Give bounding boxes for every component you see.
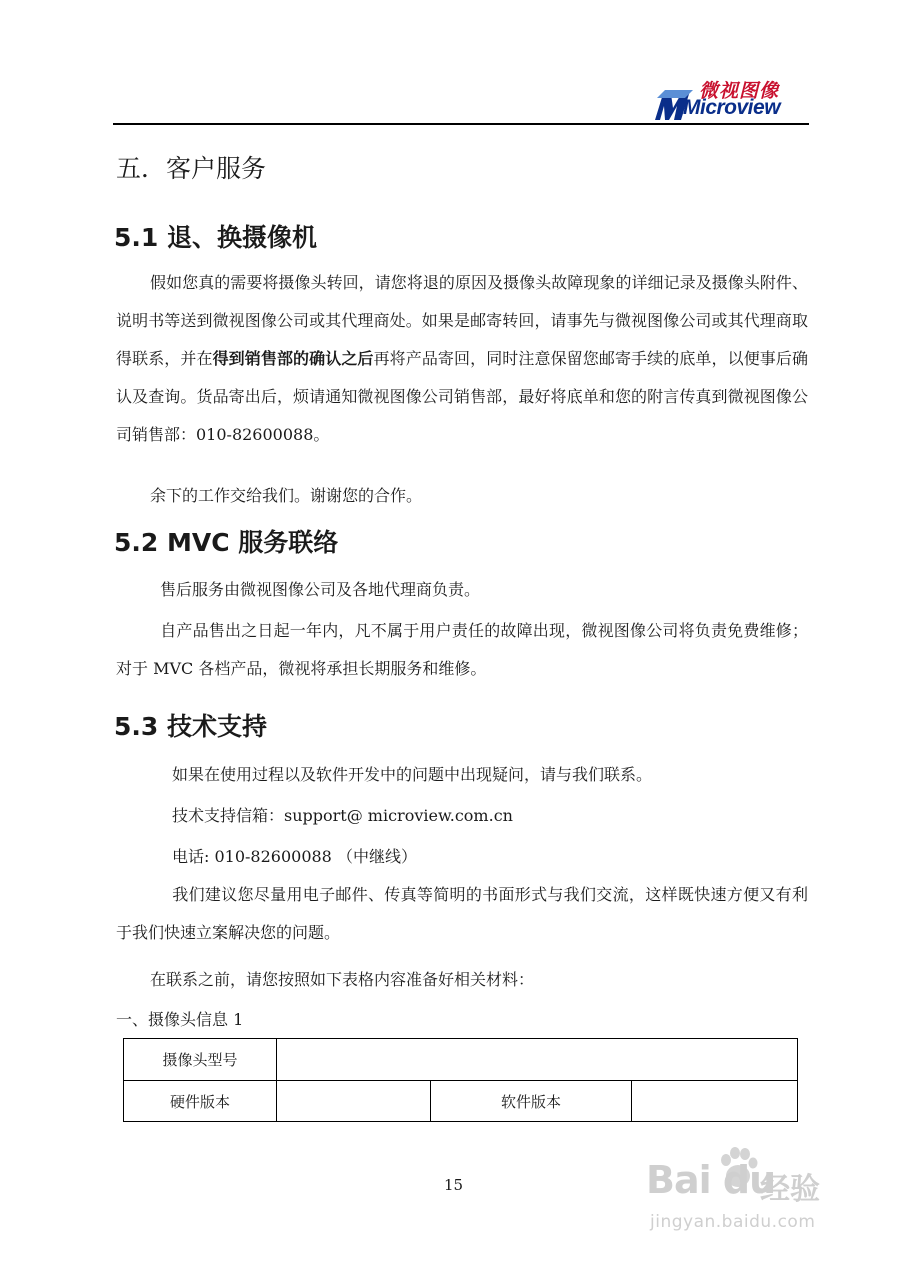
paragraph-text-b: 再将产品寄回，同时注意保留您邮寄手续的底单，以便事后确认及查询。货品寄出后，烦请通知微视图像公司销售部，最好将底单和您的附言传真到微视图像公司销售部：010-82600088。 (116, 349, 808, 444)
thanks-line: 余下的工作交给我们。谢谢您的合作。 (150, 486, 423, 505)
support-intro-line: 如果在使用过程以及软件开发中的问题中出现疑问，请与我们联系。 (172, 765, 653, 784)
prepare-materials-line: 在联系之前，请您按照如下表格内容准备好相关材料： (150, 970, 535, 989)
hardware-version-value (277, 1081, 430, 1121)
warranty-text: 自产品售出之日起一年内，凡不属于用户责任的故障出现，微视图像公司将负责免费维修；对于 MVC 各档产品，微视将承担长期服务和维修。 (116, 621, 808, 678)
hardware-version-label: 硬件版本 (169, 1092, 230, 1111)
paragraph-text-bold: 得到销售部的确认之后 (212, 349, 374, 368)
heading-5-1: 5.1 退、换摄像机 (114, 223, 317, 252)
camera-info-table (123, 1038, 798, 1122)
heading-5-2: 5.2 MVC 服务联络 (114, 528, 339, 557)
watermark-brand: Bai du (646, 1158, 776, 1202)
support-phone-line: 电话: 010-82600088 （中继线） (172, 847, 417, 866)
section-title: 五．客户服务 (116, 154, 267, 183)
paragraph-return-exchange (116, 264, 808, 454)
service-line: 售后服务由微视图像公司及各地代理商负责。 (160, 580, 481, 599)
header-divider (113, 123, 809, 125)
baidu-watermark (640, 1140, 870, 1240)
heading-5-3: 5.3 技术支持 (114, 712, 267, 741)
paragraph-text-a: 假如您真的需要将摄像头转回，请您将退的原因及摄像头故障现象的详细记录及摄像头附件、说明书等送到微视图像公司或其代理商处。如果是邮寄转回，请事先与微视图像公司或其代理商取得联系，并在 (116, 273, 808, 368)
contact-advice-text: 我们建议您尽量用电子邮件、传真等简明的书面形式与我们交流，这样既快速方便又有利于我们快速立案解决您的问题。 (116, 885, 808, 942)
logo-english-text: Microview (683, 96, 781, 119)
camera-info-title: 一、摄像头信息 1 (116, 1010, 244, 1029)
paragraph-contact-advice (116, 876, 808, 952)
logo-chinese-text: 微视图像 (699, 80, 780, 102)
paragraph-warranty (116, 612, 808, 688)
camera-model-value (277, 1039, 797, 1080)
software-version-label: 软件版本 (500, 1092, 561, 1111)
camera-model-label: 摄像头型号 (162, 1051, 238, 1069)
watermark-url: jingyan.baidu.com (650, 1212, 816, 1232)
software-version-value (632, 1081, 797, 1121)
support-email-line: 技术支持信箱：support@ microview.com.cn (172, 806, 513, 825)
page-number: 15 (444, 1176, 464, 1194)
microview-logo (655, 76, 805, 122)
watermark-brand-cn: 经验 (760, 1172, 820, 1207)
